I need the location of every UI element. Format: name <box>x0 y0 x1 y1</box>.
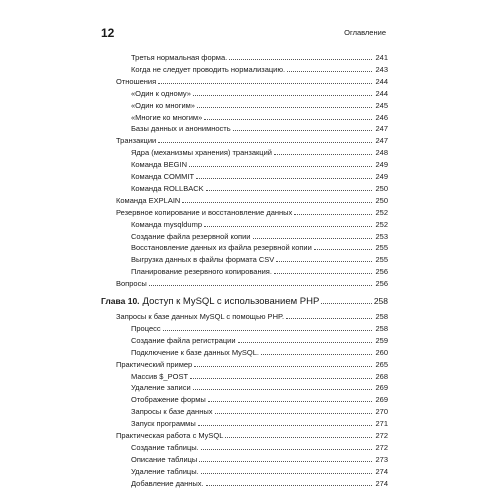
toc-entry-page: 250 <box>375 183 388 193</box>
toc-entry[interactable] <box>131 122 388 134</box>
dot-leader <box>274 265 372 274</box>
toc-entry[interactable] <box>131 477 388 489</box>
toc-entry[interactable] <box>116 75 388 87</box>
toc-entry[interactable] <box>131 253 388 265</box>
toc-entry-page: 246 <box>375 112 388 122</box>
toc-entry-page: 259 <box>375 335 388 345</box>
toc-entry-title: Вопросы <box>116 279 147 289</box>
dot-leader <box>201 441 372 450</box>
toc-entry-title: Создание файла регистрации <box>131 335 236 345</box>
toc-entry-page: 252 <box>375 219 388 229</box>
toc-entry[interactable] <box>131 346 388 358</box>
toc-entry-page: 250 <box>375 195 388 205</box>
dot-leader <box>189 158 372 167</box>
toc-entry[interactable] <box>131 465 388 477</box>
toc-entry[interactable] <box>131 453 388 465</box>
toc-entry-page: 272 <box>375 431 388 440</box>
toc-entry-page: 249 <box>375 160 388 170</box>
toc-entry-title: Отношения <box>116 76 157 86</box>
toc-entry-page: 260 <box>375 347 388 357</box>
toc-entry-title: Удаление записи <box>131 383 191 393</box>
dot-leader <box>158 75 372 84</box>
toc-entry-page: 274 <box>375 478 388 488</box>
dot-leader <box>193 87 372 96</box>
toc-entry[interactable] <box>131 381 388 393</box>
page-header <box>0 0 500 40</box>
toc-entry-title: Выгрузка данных в файлы формата CSV <box>131 255 275 265</box>
toc-entry-page: 255 <box>375 255 388 265</box>
toc-entry-title: Создание файла резервной копии <box>131 231 251 241</box>
toc-entry-title: «Многие ко многим» <box>131 112 203 122</box>
dot-leader <box>206 182 372 191</box>
toc-entry[interactable] <box>131 441 388 453</box>
toc-entry-page: 247 <box>375 136 388 146</box>
toc-entry[interactable] <box>131 182 388 194</box>
dot-leader <box>193 381 372 390</box>
toc-entry-page: 274 <box>375 466 388 476</box>
toc-entry-page: 244 <box>375 76 388 86</box>
toc-entry-page: 255 <box>375 243 388 253</box>
toc-entry-page: 269 <box>375 383 388 393</box>
toc-entry-title: Процесс <box>131 323 161 333</box>
dot-leader <box>321 295 371 304</box>
toc-entry[interactable] <box>131 158 388 170</box>
toc-entry-page: 245 <box>375 100 388 110</box>
toc-entry-page: 273 <box>375 454 388 464</box>
toc-entry[interactable] <box>131 417 388 429</box>
running-head: Оглавление <box>344 28 386 37</box>
toc-entry[interactable] <box>131 99 388 111</box>
toc-entry-page: 253 <box>375 231 388 241</box>
toc-entry[interactable] <box>131 146 388 158</box>
page-number: 12 <box>101 26 115 40</box>
toc-entry[interactable] <box>116 277 388 289</box>
chapter-title: Доступ к MySQL с использованием PHP <box>142 296 320 307</box>
toc-entry-title: Запросы к базе данных MySQL с помощью PHP. <box>116 312 285 321</box>
toc-entry-title: Практическая работа с MySQL <box>116 431 224 440</box>
toc-entry[interactable] <box>116 206 388 218</box>
dot-leader <box>314 241 372 250</box>
dot-leader <box>199 453 372 462</box>
toc-entry[interactable] <box>131 334 388 346</box>
toc-entry-page: 248 <box>375 148 388 158</box>
toc-entry-title: Ядра (механизмы хранения) транзакций <box>131 148 272 158</box>
dot-leader <box>163 322 372 331</box>
toc-entry-page: 258 <box>375 323 388 333</box>
toc-entry-page: 252 <box>375 207 388 217</box>
toc-entry-title: Описание таблицы <box>131 454 198 464</box>
toc-entry[interactable] <box>131 111 388 123</box>
toc-entry-title: Массив $_POST <box>131 371 189 381</box>
toc-entry[interactable] <box>131 265 388 277</box>
toc-entry-page: 270 <box>375 407 388 417</box>
toc-entry-page: 249 <box>375 172 388 181</box>
dot-leader <box>196 170 372 179</box>
toc-entry[interactable] <box>116 134 388 146</box>
toc-entry-page: 256 <box>375 279 388 289</box>
toc-entry[interactable] <box>131 241 388 253</box>
toc-entry-title: Отображение формы <box>131 395 206 405</box>
toc-entry[interactable] <box>131 230 388 242</box>
toc-entry-page: 256 <box>375 267 388 277</box>
toc-entry[interactable] <box>131 63 388 75</box>
dot-leader <box>208 393 372 402</box>
toc-entry-page: 247 <box>375 124 388 134</box>
dot-leader <box>229 51 372 60</box>
toc-entry[interactable] <box>131 322 388 334</box>
toc-entry-title: «Один ко многим» <box>131 100 195 110</box>
dot-leader <box>238 334 372 343</box>
toc-entry[interactable] <box>131 370 388 382</box>
dot-leader <box>204 218 372 227</box>
dot-leader <box>206 477 372 486</box>
toc-entry-title: Практический пример <box>116 359 193 369</box>
dot-leader <box>149 277 372 286</box>
toc-entry-title: Команда EXPLAIN <box>116 195 181 205</box>
toc-entry[interactable] <box>116 358 388 370</box>
dot-leader <box>225 429 372 438</box>
toc-entry-title: Команда COMMIT <box>131 172 195 181</box>
dot-leader <box>190 370 372 379</box>
dot-leader <box>158 134 372 143</box>
toc-entry-title: Команда ROLLBACK <box>131 183 204 193</box>
toc-entry[interactable] <box>131 218 388 230</box>
toc-entry[interactable] <box>131 170 388 182</box>
dot-leader <box>197 99 372 108</box>
toc-entry-heading <box>101 293 319 310</box>
dot-leader <box>201 465 372 474</box>
dot-leader <box>204 111 372 120</box>
toc-entry-title: Добавление данных. <box>131 478 204 488</box>
toc-entry-title: Запросы к базе данных <box>131 407 213 417</box>
toc-entry[interactable] <box>131 51 388 63</box>
dot-leader <box>253 230 373 239</box>
toc-entry-page: 244 <box>375 88 388 98</box>
toc-entry[interactable] <box>131 405 388 417</box>
toc-entry-title: Базы данных и анонимность <box>131 124 231 134</box>
toc-entry-page: 268 <box>375 371 388 381</box>
dot-leader <box>276 253 372 262</box>
toc-entry-title: Восстановление данных из файла резервной копии <box>131 243 312 253</box>
toc-entry-title: Третья нормальная форма. <box>131 53 228 62</box>
toc-entry-title: Удаление таблицы. <box>131 466 199 476</box>
toc-entry-page: 241 <box>375 53 388 62</box>
toc-entry-title: Подключение к базе данных MySQL. <box>131 347 259 357</box>
dot-leader <box>274 146 372 155</box>
toc-entry-page: 265 <box>375 359 388 369</box>
dot-leader <box>182 194 372 203</box>
dot-leader <box>261 346 372 355</box>
toc-entry-title: Транзакции <box>116 136 157 146</box>
dot-leader <box>294 206 372 215</box>
toc-entry[interactable] <box>116 429 388 441</box>
toc-entry-page: 271 <box>375 419 388 429</box>
toc-entry-page: 243 <box>375 64 388 74</box>
toc-entry-page: 272 <box>375 442 388 452</box>
toc-entry-title: Команда mysqldump <box>131 219 202 229</box>
dot-leader <box>194 358 372 367</box>
dot-leader <box>286 310 372 319</box>
toc-entry-title: Команда BEGIN <box>131 160 187 170</box>
toc-entry[interactable] <box>116 194 388 206</box>
dot-leader <box>198 417 372 426</box>
toc-entry-page: 258 <box>373 296 388 306</box>
toc-entry-title: Создание таблицы. <box>131 442 199 452</box>
toc-entry-title: Резервное копирование и восстановление данных <box>116 207 293 217</box>
toc-entry[interactable] <box>131 87 388 99</box>
dot-leader <box>287 63 372 72</box>
toc-entry-title: Планирование резервного копирования. <box>131 267 272 277</box>
toc-entry[interactable] <box>116 310 388 322</box>
dot-leader <box>233 122 372 131</box>
toc-entry-page: 258 <box>375 312 388 321</box>
toc-entry-page: 269 <box>375 395 388 405</box>
toc-entry[interactable] <box>131 393 388 405</box>
toc-chapter-entry[interactable] <box>101 293 388 309</box>
toc-entry-title: «Один к одному» <box>131 88 191 98</box>
toc-entry-title: Когда не следует проводить нормализацию. <box>131 64 286 74</box>
toc-entry-title: Запуск программы <box>131 419 196 429</box>
chapter-label: Глава 10. <box>101 296 140 306</box>
dot-leader <box>215 405 373 414</box>
